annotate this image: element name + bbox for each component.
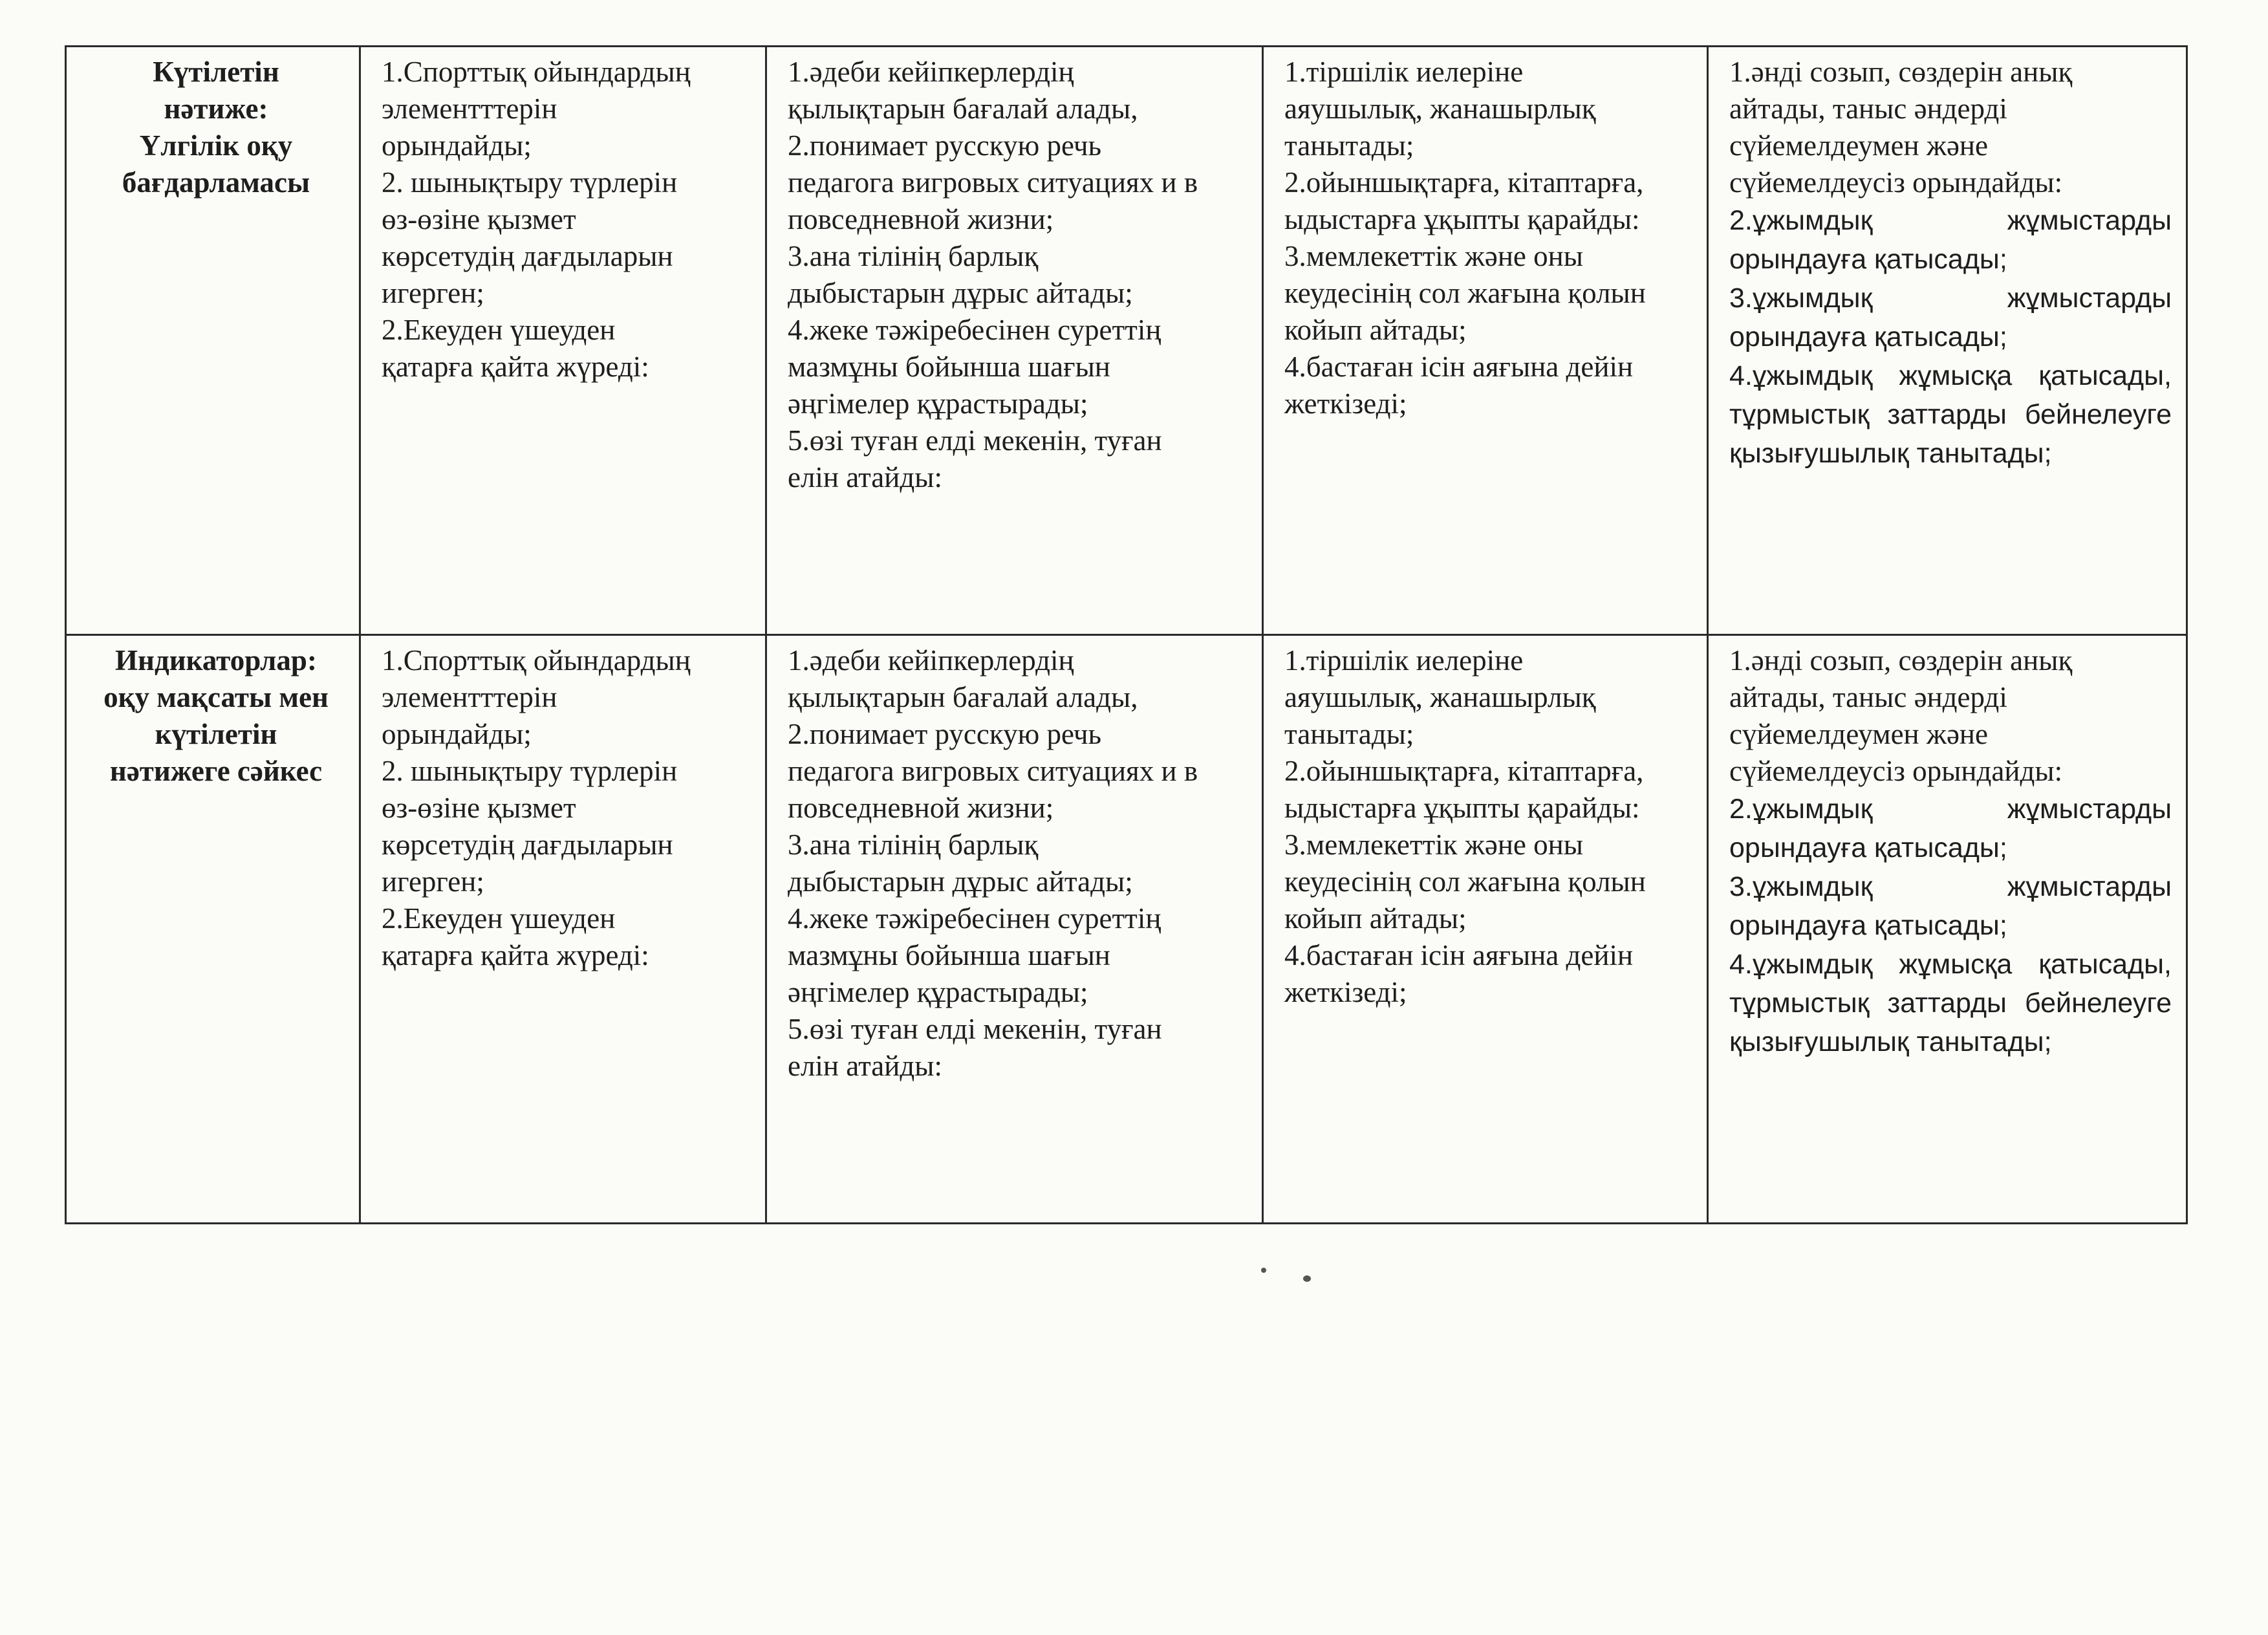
cell-line: танытады; (1284, 129, 1414, 162)
cell-line: кеудесінің сол жағына қолын (1284, 277, 1646, 309)
cell-line: елін атайды: (788, 461, 942, 493)
cell-line: 1.әнді созып, сөздерін анық (1729, 644, 2073, 677)
cell-line: 4.бастаған ісін аяғына дейін (1284, 351, 1634, 383)
cell-line: орындайды; (382, 718, 532, 750)
cell-line: 1.Спорттық ойындардың (382, 56, 691, 88)
row-label-cell (66, 635, 360, 1224)
row-label-cell (66, 47, 360, 635)
row-label-line: бағдарламасы (122, 166, 310, 199)
cell-line: 2.понимает русскую речь (788, 718, 1101, 750)
cell-paragraph: 3.ұжымдық жұмыстарды орындауға қатысады; (1729, 283, 2172, 352)
cell-social (1263, 47, 1708, 635)
cell-line: 2. шынықтыру түрлерін (382, 755, 678, 787)
cell-line: 1.тіршілік иелеріне (1284, 644, 1524, 677)
scan-speck (1303, 1275, 1311, 1282)
cell-line: елін атайды: (788, 1050, 942, 1082)
cell-line: 1.әдеби кейіпкерлердің (788, 56, 1074, 88)
cell-line: элементттерін (382, 92, 557, 125)
cell-line: дыбыстарын дұрыс айтады; (788, 277, 1133, 309)
cell-line: 4.жеке тәжіребесінен суреттің (788, 314, 1161, 346)
row-label-line: Үлгілік оқу (139, 129, 293, 162)
cell-line: өз-өзіне қызмет (382, 792, 576, 824)
cell-line: 5.өзі туған елді мекенін, туған (788, 424, 1162, 457)
cell-line: 5.өзі туған елді мекенін, туған (788, 1013, 1162, 1045)
cell-line: 3.ана тілінің барлық (788, 828, 1039, 861)
cell-language (766, 47, 1263, 635)
cell-line: сүйемелдеумен және (1729, 129, 1988, 162)
cell-creative (1708, 47, 2187, 635)
cell-social (1263, 635, 1708, 1224)
cell-line: кеудесінің сол жағына қолын (1284, 865, 1646, 898)
cell-line: 4.бастаған ісін аяғына дейін (1284, 939, 1634, 971)
cell-line: 4.жеке тәжіребесінен суреттің (788, 902, 1161, 935)
cell-line: сүйемелдеусіз орындайды: (1729, 755, 2063, 787)
cell-line: игерген; (382, 865, 484, 898)
cell-line: 1.әдеби кейіпкерлердің (788, 644, 1074, 677)
cell-line: орындайды; (382, 129, 532, 162)
cell-line: педагога вигровых ситуациях и в (788, 755, 1198, 787)
cell-line: повседневной жизни; (788, 203, 1054, 235)
cell-paragraph: 2.ұжымдық жұмыстарды орындауға қатысады; (1729, 794, 2172, 863)
cell-paragraph: 4.ұжымдық жұмысқа қатысады, тұрмыстық заттарды бейнелеуге қызығушылық танытады; (1729, 360, 2172, 469)
cell-line: 2. шынықтыру түрлерін (382, 166, 678, 199)
cell-paragraph: 4.ұжымдық жұмысқа қатысады, тұрмыстық заттарды бейнелеуге қызығушылық танытады; (1729, 949, 2172, 1057)
cell-line: 1.әнді созып, сөздерін анық (1729, 56, 2073, 88)
row-label-line: нәтиже: (164, 92, 268, 125)
cell-line: әңгімелер құрастырады; (788, 387, 1088, 420)
cell-paragraph: 3.ұжымдық жұмыстарды орындауға қатысады; (1729, 871, 2172, 941)
curriculum-table (65, 45, 2188, 1224)
cell-line: көрсетудің дағдыларын (382, 828, 673, 861)
cell-line: игерген; (382, 277, 484, 309)
cell-line: 2.понимает русскую речь (788, 129, 1101, 162)
cell-line: педагога вигровых ситуациях и в (788, 166, 1198, 199)
cell-line: жеткізеді; (1284, 387, 1407, 420)
cell-creative (1708, 635, 2187, 1224)
cell-line: мазмұны бойынша шағын (788, 939, 1110, 971)
cell-line: қатарға қайта жүреді: (382, 939, 649, 971)
scan-speck (1261, 1268, 1266, 1273)
row-label-line: Индикаторлар: (115, 644, 317, 677)
cell-line: қылықтарын бағалай алады, (788, 681, 1138, 713)
cell-line: қылықтарын бағалай алады, (788, 92, 1138, 125)
cell-line: повседневной жизни; (788, 792, 1054, 824)
cell-language (766, 635, 1263, 1224)
cell-line: 2.ойыншықтарға, кітаптарға, (1284, 166, 1644, 199)
cell-line: 2.Екеуден үшеуден (382, 314, 616, 346)
row-label-line: күтілетін (155, 718, 277, 750)
cell-line: 2.Екеуден үшеуден (382, 902, 616, 935)
cell-line: аяушылық, жанашырлық (1284, 92, 1596, 125)
cell-line: 3.ана тілінің барлық (788, 240, 1039, 272)
cell-line: танытады; (1284, 718, 1414, 750)
cell-line: ыдыстарға ұқыпты қарайды: (1284, 203, 1640, 235)
cell-line: дыбыстарын дұрыс айтады; (788, 865, 1133, 898)
cell-line: айтады, таныс әндерді (1729, 681, 2007, 713)
cell-line: койып айтады; (1284, 314, 1467, 346)
table-row-indicators (66, 635, 2187, 1224)
cell-line: 3.мемлекеттік және оны (1284, 828, 1583, 861)
cell-line: қатарға қайта жүреді: (382, 351, 649, 383)
row-label-line: оқу мақсаты мен (103, 681, 329, 713)
cell-line: 2.ойыншықтарға, кітаптарға, (1284, 755, 1644, 787)
cell-line: мазмұны бойынша шағын (788, 351, 1110, 383)
cell-line: айтады, таныс әндерді (1729, 92, 2007, 125)
cell-line: әңгімелер құрастырады; (788, 976, 1088, 1008)
cell-line: көрсетудің дағдыларын (382, 240, 673, 272)
cell-physical (360, 47, 766, 635)
cell-line: 1.Спорттық ойындардың (382, 644, 691, 677)
row-label-line: Күтілетін (153, 56, 279, 88)
cell-physical (360, 635, 766, 1224)
cell-line: сүйемелдеумен және (1729, 718, 1988, 750)
cell-paragraph: 2.ұжымдық жұмыстарды орындауға қатысады; (1729, 205, 2172, 275)
cell-line: аяушылық, жанашырлық (1284, 681, 1596, 713)
cell-line: өз-өзіне қызмет (382, 203, 576, 235)
row-label-line: нәтижеге сәйкес (109, 755, 323, 787)
cell-line: ыдыстарға ұқыпты қарайды: (1284, 792, 1640, 824)
cell-line: 3.мемлекеттік және оны (1284, 240, 1583, 272)
cell-line: 1.тіршілік иелеріне (1284, 56, 1524, 88)
cell-line: сүйемелдеусіз орындайды: (1729, 166, 2063, 199)
cell-line: жеткізеді; (1284, 976, 1407, 1008)
cell-line: койып айтады; (1284, 902, 1467, 935)
table-row-expected-result (66, 47, 2187, 635)
cell-line: элементттерін (382, 681, 557, 713)
